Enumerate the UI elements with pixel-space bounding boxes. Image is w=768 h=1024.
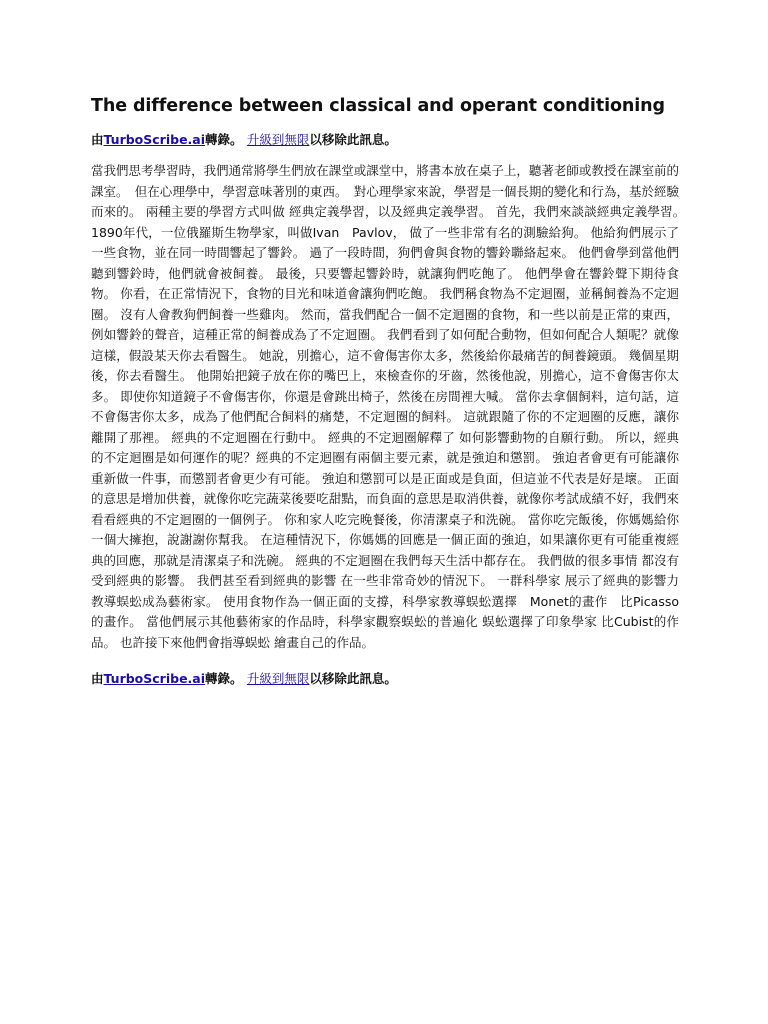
notice-prefix: 由 (91, 671, 104, 686)
document-title: The difference between classical and operant conditioning (91, 96, 665, 116)
transcription-notice-top (91, 131, 679, 149)
upgrade-link[interactable]: 升級到無限 (246, 132, 310, 147)
turboscribe-link[interactable]: TurboScribe.ai (103, 132, 206, 147)
notice-prefix: 由 (91, 132, 104, 147)
upgrade-link[interactable]: 升級到無限 (246, 671, 310, 686)
turboscribe-link[interactable]: TurboScribe.ai (103, 671, 206, 686)
notice-mid: 轉錄。 (205, 132, 247, 147)
notice-mid: 轉錄。 (205, 671, 247, 686)
document-page (91, 93, 692, 688)
transcription-notice-bottom (91, 670, 679, 688)
transcript-body: 當我們思考學習時，我們通常將學生們放在課堂或課堂中，將書本放在桌子上，聽著老師或教授在課室前的課室。 但在心理學中，學習意味著別的東西。 對心理學家來說，學習是一個長期的變化和行為，基於經驗而來的。 兩種主要的學習方式叫做 經典定義學習，以及經典定義學習。 首先，我們來談談經典定義學習。 1890年代，一位俄羅斯生物學家，叫做Ivan Pavlov， 做了一些非常有名的測驗給狗。 他給狗們展示了一些食物，並在同一時間響起了響鈴。 過了一段時間，狗們會與食物的響鈴聯絡起來。 他們會學到當他們聽到響鈴時，他們就會被飼養。 最後，只要響起響鈴時，就讓狗們吃飽了。 他們學會在響鈴聲下期待食物。 你看，在正常情況下，食物的目光和味道會讓狗們吃飽。 我們稱食物為不定迴圈，並稱飼養為不定迴圈。 沒有人會教狗們飼養一些雞肉。 然而，當我們配合一個不定迴圈的食物，和一些以前是正常的東西，例如響鈴的聲音，這種正常的飼養成為了不定迴圈。 我們看到了如何配合動物，但如何配合人類呢？就像這樣，假設某天你去看醫生。 她說，別擔心，這不會傷害你太多，然後給你最痛苦的飼養鏡頭。 幾個星期後，你去看醫生。 他開始把鏡子放在你的嘴巴上，來檢查你的牙齒，然後他說，別擔心，這不會傷害你太多。 即使你知道鏡子不會傷害你，你還是會跳出椅子，然後在房間裡大喊。 當你去拿個飼料，這句話，這不會傷害你太多，成為了他們配合飼料的痛楚，不定迴圈的飼料。 這就跟隨了你的不定迴圈的反應，讓你離開了那裡。 經典的不定迴圈在行動中。 經典的不定迴圈解釋了 如何影響動物的自願行動。 所以，經典的不定迴圈是如何運作的呢？經典的不定迴圈有兩個主要元素，就是強迫和懲罰。 強迫者會更有可能讓你重新做一件事，而懲罰者會更少有可能。 強迫和懲罰可以是正面或是負面，但這並不代表是好是壞。 正面的意思是增加供養，就像你吃完蔬菜後要吃甜點，而負面的意思是取消供養，就像你考試成績不好，我們來看看經典的不定迴圈的一個例子。 你和家人吃完晚餐後，你清潔桌子和洗碗。 當你吃完飯後，你媽媽給你一個大擁抱，說謝謝你幫我。 在這種情況下，你媽媽的回應是一個正面的強迫，如果讓你更有可能重複經典的回應，那就是清潔桌子和洗碗。 經典的不定迴圈在我們每天生活中都存在。 我們做的很多事情 都沒有受到經典的影響。 我們甚至看到經典的影響 在一些非常奇妙的情況下。 一群科學家 展示了經典的影響力 教導蜈蚣成為藝術家。 使用食物作為一個正面的支撐，科學家教導蜈蚣選擇 Monet的畫作 比Picasso的畫作。 當他們展示其他藝術家的作品時，科學家觀察蜈蚣的普遍化 蜈蚣選擇了印象學家 比Cubist的作品。 也許接下來他們會指導蜈蚣 繪畫自己的作品。 (91, 163, 692, 650)
notice-suffix: 以移除此訊息。 (309, 671, 397, 686)
notice-suffix: 以移除此訊息。 (309, 132, 397, 147)
